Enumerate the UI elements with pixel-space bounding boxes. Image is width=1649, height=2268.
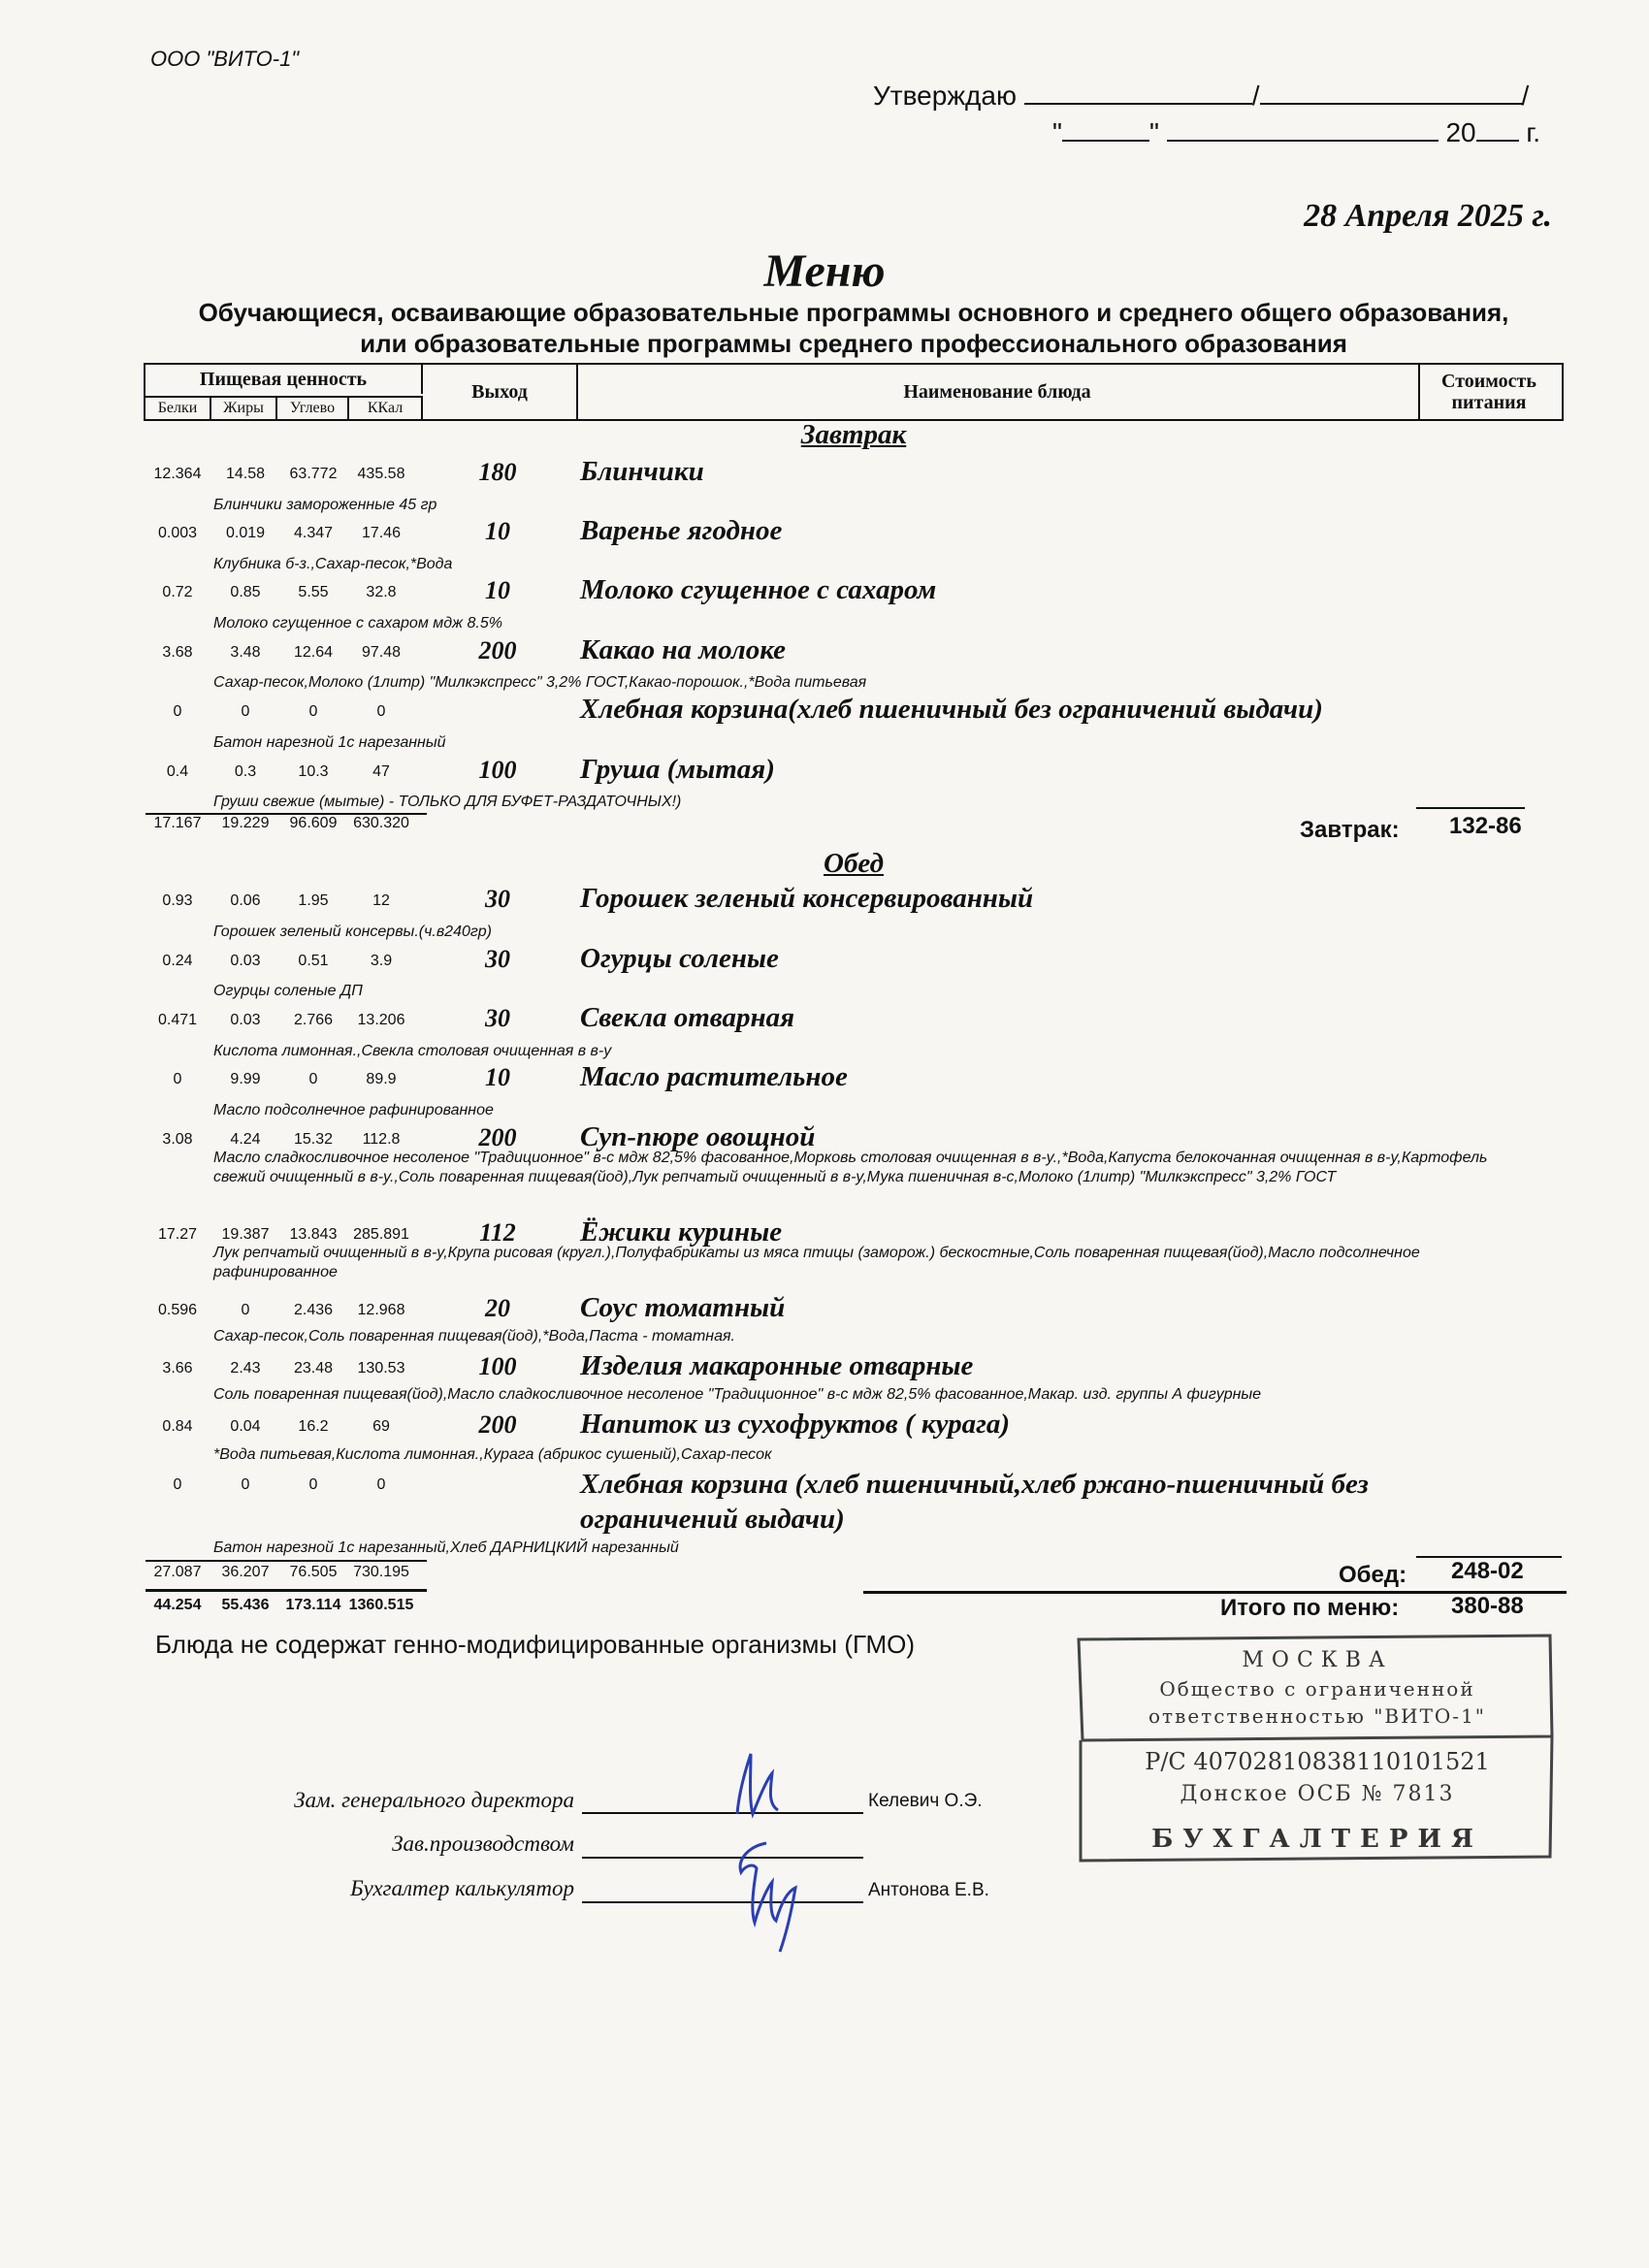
nutrition-carbs: 16.2: [298, 1418, 329, 1435]
dish-ingredients: Масло подсолнечное рафинированное: [213, 1102, 494, 1118]
nutrition-kcal: 13.206: [357, 1012, 405, 1028]
nutrition-protein: 0: [173, 1476, 182, 1493]
dish-ingredients: Горошек зеленый консервы.(ч.в240гр): [213, 923, 492, 940]
nutrition-fat: 19.387: [221, 1226, 270, 1243]
dish-ingredients: Лук репчатый очищенный в в-у,Крупа рисовая (кругл.),Полуфабрикаты из мяса птицы (заморож.) бескостные,Соль поваренная пищевая(йод),Масло подсолнечное рафинированное: [213, 1245, 1420, 1280]
nutrition-kcal: 89.9: [366, 1071, 397, 1087]
grand-total-label: Итого по меню:: [1220, 1595, 1400, 1621]
dish-name: Хлебная корзина (хлеб пшеничный,хлеб ржано-пшеничный без ограничений выдачи): [580, 1469, 1369, 1535]
menu-date: 28 Апреля 2025 г.: [1304, 198, 1552, 234]
nutrition-protein: 0.84: [162, 1418, 193, 1435]
nutrition-carbs: 2.766: [293, 1012, 334, 1028]
handwritten-signature-1: [708, 1746, 824, 1824]
breakfast-sum-rule: [1416, 807, 1525, 809]
dish-name: Хлебная корзина(хлеб пшеничный без ограничений выдачи): [580, 694, 1323, 725]
nutrition-carbs: 15.32: [293, 1131, 334, 1148]
grand-total-protein: 44.254: [153, 1597, 202, 1613]
dish-yield: 30: [485, 885, 510, 913]
company-stamp: [1075, 1632, 1554, 1864]
nutrition-protein: 17.27: [157, 1226, 198, 1243]
nutrition-carbs: 0: [308, 1476, 318, 1493]
nutrition-kcal: 12: [372, 892, 390, 909]
dish-ingredients: Блинчики замороженные 45 гр: [213, 497, 437, 513]
nutrition-kcal: 17.46: [361, 525, 402, 541]
breakfast-total-carbs: 96.609: [289, 815, 338, 831]
grand-total-value: 380-88: [1451, 1593, 1524, 1619]
nutrition-carbs: 1.95: [298, 892, 329, 909]
dish-name: Свекла отварная: [580, 1002, 795, 1033]
quote-close: ": [1148, 117, 1159, 147]
nutrition-kcal: 0: [376, 1476, 386, 1493]
dish-yield: 200: [478, 1410, 517, 1439]
dish-ingredients: Батон нарезной 1с нарезанный,Хлеб ДАРНИЦКИЙ нарезанный: [213, 1539, 679, 1556]
dish-name: Изделия макаронные отварные: [580, 1350, 974, 1381]
stamp-line1: Общество с ограниченной: [1159, 1677, 1475, 1701]
dish-ingredients: Молоко сгущенное с сахаром мдж 8.5%: [213, 615, 502, 632]
dish-ingredients: Клубника б-з.,Сахар-песок,*Вода: [213, 556, 453, 572]
stamp-city: МОСКВА: [1242, 1648, 1393, 1672]
month-blank: [1167, 116, 1439, 142]
nutrition-kcal: 130.53: [357, 1360, 405, 1377]
nutrition-protein: 0: [173, 1071, 182, 1087]
approval-signature-blank: [1024, 80, 1252, 105]
dish-yield: 20: [485, 1294, 510, 1322]
year-prefix: 20: [1445, 117, 1476, 147]
nutrition-kcal: 3.9: [370, 953, 393, 969]
nutrition-protein: 0.72: [162, 584, 193, 600]
dish-ingredients: Масло сладкосливочное несоленое "Традиционное" в-с мдж 82,5% фасованное,Морковь столовая очищенная в в-у.,*Вода,Капуста белокочанная очищенная в в-у,Картофель свежий очищенный в в-у.,Соль поваренная пищевая(йод),Лук репчатый очищенный в в-у,Мука пшеничная в-с,Молоко (1литр) "Милкэкспресс" 3,2% ГОСТ: [213, 1150, 1488, 1185]
dish-yield: 200: [478, 1123, 517, 1151]
nutrition-kcal: 0: [376, 703, 386, 720]
signature-role-accountant: Бухгалтер калькулятор: [350, 1876, 574, 1900]
nutrition-carbs: 63.772: [289, 466, 338, 482]
nutrition-kcal: 97.48: [361, 644, 402, 661]
nutrition-kcal: 12.968: [357, 1302, 405, 1318]
dish-name: Молоко сгущенное с сахаром: [580, 574, 937, 605]
nutrition-fat: 14.58: [225, 466, 266, 482]
nutrition-carbs: 4.347: [293, 525, 334, 541]
dish-yield: 30: [485, 945, 510, 973]
lunch-total-kcal: 730.195: [353, 1564, 409, 1580]
header-yield: Выход: [423, 365, 578, 419]
dish-ingredients: Огурцы соленые ДП: [213, 983, 363, 999]
dish-yield: 200: [478, 636, 517, 664]
organization-name: ООО "ВИТО-1": [150, 47, 300, 71]
stamp-line2: ответственностью "ВИТО-1": [1148, 1704, 1487, 1728]
nutrition-carbs: 13.843: [289, 1226, 338, 1243]
nutrition-carbs: 23.48: [293, 1360, 334, 1377]
dish-yield: 112: [479, 1218, 516, 1247]
header-cost: Стоимость питания: [1441, 371, 1536, 413]
breakfast-sum-value: 132-86: [1449, 813, 1522, 839]
grand-total-fat: 55.436: [221, 1597, 270, 1613]
approval-line: [873, 80, 1529, 112]
dish-ingredients: Кислота лимонная.,Свекла столовая очищенная в в-у: [213, 1043, 612, 1059]
header-nutrition: Пищевая ценность: [146, 365, 423, 394]
stamp-bank: Донское ОСБ № 7813: [1180, 1782, 1455, 1806]
signature-name-accountant: Антонова Е.В.: [868, 1880, 989, 1900]
dish-ingredients: Сахар-песок,Соль поваренная пищевая(йод),*Вода,Паста - томатная.: [213, 1328, 735, 1345]
stamp-department: БУХГАЛТЕРИЯ: [1151, 1825, 1483, 1854]
dish-name: Какао на молоке: [580, 634, 786, 665]
nutrition-fat: 0.03: [230, 953, 261, 969]
dish-ingredients: Батон нарезной 1с нарезанный: [213, 734, 446, 751]
nutrition-fat: 2.43: [230, 1360, 261, 1377]
approval-date-line: [1052, 116, 1540, 148]
dish-ingredients: Соль поваренная пищевая(йод),Масло сладкосливочное несоленое "Традиционное" в-с мдж 82,5% фасованное,Макар. изд. группы А фигурные: [213, 1386, 1262, 1403]
nutrition-fat: 0: [241, 1476, 250, 1493]
nutrition-protein: 0.4: [166, 763, 189, 780]
dish-yield: 180: [478, 458, 517, 486]
dish-name: Груша (мытая): [580, 754, 775, 785]
dish-name: Огурцы соленые: [580, 943, 779, 974]
header-protein: Белки: [146, 396, 211, 419]
nutrition-carbs: 12.64: [293, 644, 334, 661]
grand-total-kcal: 1360.515: [348, 1597, 414, 1613]
lunch-total-fat: 36.207: [221, 1564, 270, 1580]
nutrition-fat: 0: [241, 1302, 250, 1318]
lunch-sum-value: 248-02: [1451, 1558, 1524, 1584]
nutrition-kcal: 69: [372, 1418, 390, 1435]
quote-open: ": [1052, 117, 1062, 147]
dish-ingredients: *Вода питьевая,Кислота лимонная.,Курага (абрикос сушеный),Сахар-песок: [213, 1446, 772, 1463]
dish-yield: 10: [485, 517, 510, 545]
section-breakfast-title: Завтрак: [800, 419, 907, 450]
dish-name: Горошек зеленый консервированный: [580, 883, 1034, 914]
dish-name: Блинчики: [580, 456, 704, 487]
nutrition-carbs: 10.3: [298, 763, 329, 780]
grand-total-carbs: 173.114: [285, 1597, 341, 1613]
nutrition-protein: 3.08: [162, 1131, 193, 1148]
nutrition-fat: 4.24: [230, 1131, 261, 1148]
nutrition-protein: 3.66: [162, 1360, 193, 1377]
dish-name: Соус томатный: [580, 1292, 786, 1323]
approval-slash-1: /: [1251, 81, 1260, 111]
signature-role-deputy-director: Зам. генерального директора: [294, 1788, 574, 1812]
dish-yield: 30: [485, 1004, 510, 1032]
breakfast-total-protein: 17.167: [153, 815, 202, 831]
approval-label: Утверждаю: [873, 81, 1017, 111]
nutrition-protein: 0.471: [157, 1012, 198, 1028]
lunch-total-protein: 27.087: [153, 1564, 202, 1580]
nutrition-carbs: 2.436: [293, 1302, 334, 1318]
dish-ingredients: Груши свежие (мытые) - ТОЛЬКО ДЛЯ БУФЕТ-РАЗДАТОЧНЫХ!): [213, 794, 682, 810]
nutrition-protein: 0: [173, 703, 182, 720]
breakfast-sum-label: Завтрак:: [1300, 817, 1400, 843]
dish-name: Варенье ягодное: [580, 515, 783, 546]
approval-slash-2: /: [1521, 81, 1530, 111]
grand-total-rule-left: [146, 1589, 427, 1592]
nutrition-protein: 0.24: [162, 953, 193, 969]
section-lunch-title: Обед: [824, 848, 884, 879]
breakfast-total-kcal: 630.320: [353, 815, 409, 831]
dish-yield: 100: [478, 1352, 517, 1380]
dish-ingredients: Сахар-песок,Молоко (1литр) "Милкэкспресс" 3,2% ГОСТ,Какао-порошок.,*Вода питьевая: [213, 674, 867, 691]
nutrition-carbs: 5.55: [298, 584, 329, 600]
signature-name-deputy-director: Келевич О.Э.: [868, 1791, 983, 1811]
header-fat: Жиры: [211, 396, 277, 419]
handwritten-signature-2: [708, 1833, 844, 1960]
nutrition-carbs: 0: [308, 703, 318, 720]
lunch-total-rule: [146, 1560, 427, 1562]
nutrition-fat: 0.85: [230, 584, 261, 600]
gmo-note: Блюда не содержат генно-модифицированные организмы (ГМО): [155, 1630, 915, 1659]
page-subtitle: Обучающиеся, осваивающие образовательные программы основного и среднего общего образования, или образовательные программы среднего профессионального образования: [198, 298, 1509, 358]
stamp-account: Р/С 40702810838110101521: [1145, 1748, 1490, 1775]
page-title: Меню: [763, 245, 886, 297]
nutrition-kcal: 285.891: [353, 1226, 409, 1243]
nutrition-kcal: 32.8: [366, 584, 397, 600]
nutrition-fat: 0.3: [234, 763, 257, 780]
lunch-sum-label: Обед:: [1339, 1562, 1407, 1588]
nutrition-fat: 9.99: [230, 1071, 261, 1087]
table-header: [144, 363, 1564, 421]
year-suffix: г.: [1526, 117, 1540, 147]
nutrition-fat: 0.06: [230, 892, 261, 909]
nutrition-kcal: 435.58: [357, 466, 405, 482]
nutrition-kcal: 112.8: [362, 1131, 401, 1148]
nutrition-fat: 3.48: [230, 644, 261, 661]
nutrition-fat: 0.019: [225, 525, 266, 541]
nutrition-fat: 0.04: [230, 1418, 261, 1435]
nutrition-carbs: 0.51: [298, 953, 329, 969]
nutrition-protein: 12.364: [153, 466, 202, 482]
header-carbs: Углево: [277, 396, 349, 419]
header-dish-name: Наименование блюда: [576, 365, 1420, 419]
nutrition-fat: 0.03: [230, 1012, 261, 1028]
nutrition-protein: 3.68: [162, 644, 193, 661]
day-blank: [1062, 116, 1149, 142]
nutrition-protein: 0.596: [157, 1302, 198, 1318]
nutrition-kcal: 47: [372, 763, 390, 780]
dish-yield: 100: [478, 756, 517, 784]
dish-name: Ёжики куриные: [580, 1216, 783, 1247]
year-blank: [1476, 116, 1519, 142]
dish-yield: 10: [485, 576, 510, 604]
signature-role-production-head: Зав.производством: [392, 1831, 574, 1856]
nutrition-fat: 0: [241, 703, 250, 720]
breakfast-total-fat: 19.229: [221, 815, 270, 831]
lunch-total-carbs: 76.505: [289, 1564, 338, 1580]
dish-name: Суп-пюре овощной: [580, 1121, 816, 1152]
dish-name: Напиток из сухофруктов ( курага): [580, 1409, 1010, 1440]
nutrition-protein: 0.93: [162, 892, 193, 909]
dish-yield: 10: [485, 1063, 510, 1091]
nutrition-carbs: 0: [308, 1071, 318, 1087]
approval-name-blank: [1260, 80, 1522, 105]
header-kcal: ККал: [349, 396, 423, 419]
nutrition-protein: 0.003: [157, 525, 198, 541]
dish-name: Масло растительное: [580, 1061, 848, 1092]
